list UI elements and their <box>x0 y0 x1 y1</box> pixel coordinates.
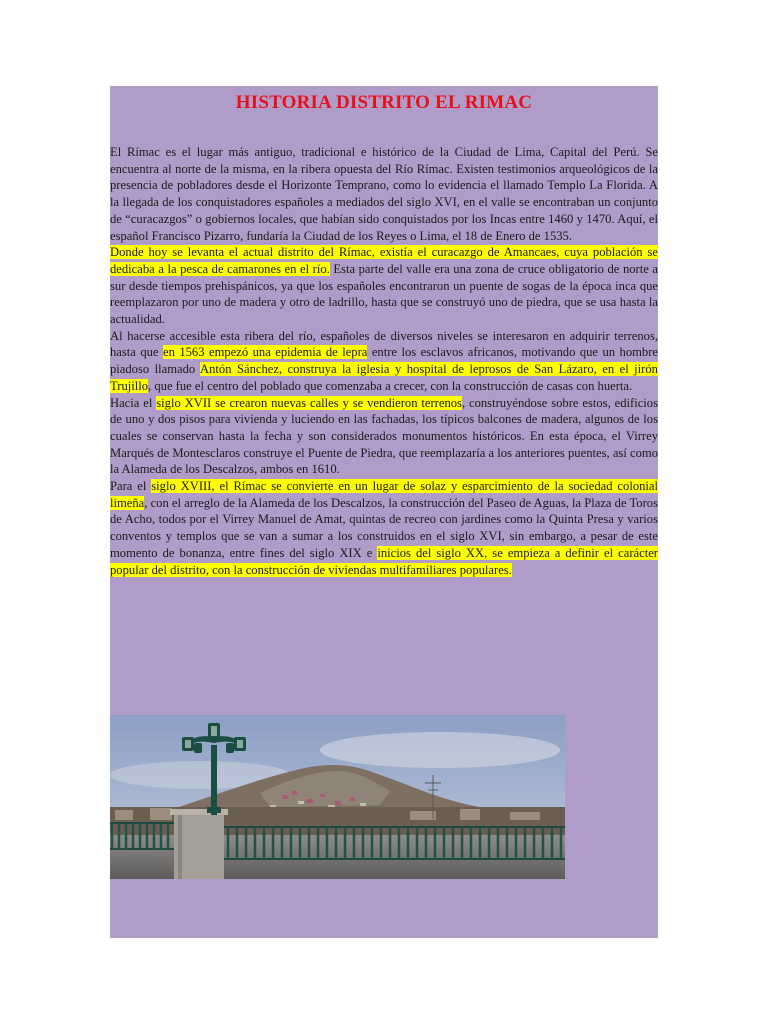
highlighted-text: siglo XVII se crearon nuevas calles y se vendieron terrenos <box>156 395 462 410</box>
highlighted-text: en 1563 empezó una epidemia de lepra <box>162 345 368 360</box>
text-segment: Para el <box>110 479 152 494</box>
paragraph <box>110 144 658 244</box>
text-segment: El Rímac es el lugar más antiguo, tradicional e histórico de la Ciudad de Lima, Capital del Perú. Se encuentra al norte de la misma, en la ribera opuesta del Río Rímac. Existen testimonios arqueológicos de la presencia de pobladores desde el Horizonte Temprano, como lo evidencia el llamado Templo La Florida. A la llegada de los conquistadores españoles a mediados del siglo XVI, en el valle se encontraban un conjunto de “curacazgos” o gobiernos locales, que habían sido conquistados por los Incas entre 1460 y 1470. Aquí, el español Francisco Pizarro, fundaría la Ciudad de los Reyes o Lima, el 18 de Enero de 1535. <box>110 145 658 243</box>
document-title: HISTORIA DISTRITO EL RIMAC <box>235 92 533 113</box>
paragraph <box>110 478 658 578</box>
highlighted-text: Antón Sánchez, construya la iglesia y hospital de leprosos de San Lázaro, en el jirón Trujillo <box>110 362 658 393</box>
text-segment: , con el arreglo de la Alameda de los Descalzos, la construcción del Paseo de Aguas, la Plaza de Toros de Acho, todos por el Virrey Manuel de Amat, quintas de recreo con jardines como la Quinta Presa y varios conventos y templos que se van a sumar a los construidos en el siglo XVI, sin embargo, a pesar de este momento de bonanza, entre fines del siglo XIX e <box>110 495 658 560</box>
document-body <box>110 144 658 578</box>
text-segment: , que fue el centro del poblado que comenzaba a crecer, con la construcción de casas con huerta. <box>148 378 633 393</box>
document-page <box>110 86 658 938</box>
text-segment: Al hacerse accesible esta ribera del río, españoles de diversos niveles se interesaron en adquirir terrenos, hasta que <box>110 328 658 360</box>
text-segment: Esta parte del valle era una zona de cruce obligatorio de norte a sur desde tiempos prehispánicos, ya que los españoles encontraron un puente de sogas de la época inca que reemplazaron por uno de madera y otro de ladrillo, hasta que se construyó uno de piedra, que se usa hasta la actualidad. <box>110 261 658 327</box>
text-segment: Hacia el <box>110 395 157 410</box>
paragraph <box>110 328 658 395</box>
paragraph <box>110 395 658 479</box>
highlighted-text: inicios del siglo XX, se empieza a definir el carácter popular del distrito, con la construcción de viviendas multifamiliares populares. <box>110 545 658 577</box>
paragraph <box>110 244 658 328</box>
highlighted-text: siglo XVIII, el Rímac se convierte en un lugar de solaz y esparcimiento de la sociedad colonial limeña <box>110 479 658 510</box>
text-segment: , construyéndose sobre estos, edificios de uno y dos pisos para vivienda y luciendo en las fachadas, los típicos balcones de madera, algunos de los cuales se conservan hasta la fecha y son considerados monumentos históricos. En esta época, el Virrey Marqués de Montesclaros construye el Puente de Piedra, que reemplazaría a los anteriores puentes, así como la Alameda de los Descalzos, ambos en 1610. <box>110 395 658 477</box>
text-segment: entre los esclavos africanos, motivando que un hombre piadoso llamado <box>110 345 658 377</box>
rimac-bridge-photo <box>110 715 565 879</box>
rimac-photo <box>110 715 565 879</box>
highlighted-text: Donde hoy se levanta el actual distrito del Rímac, existía el curacazgo de Amancaes, cuya población se dedicaba a la pesca de camarones en el río. <box>110 245 658 276</box>
